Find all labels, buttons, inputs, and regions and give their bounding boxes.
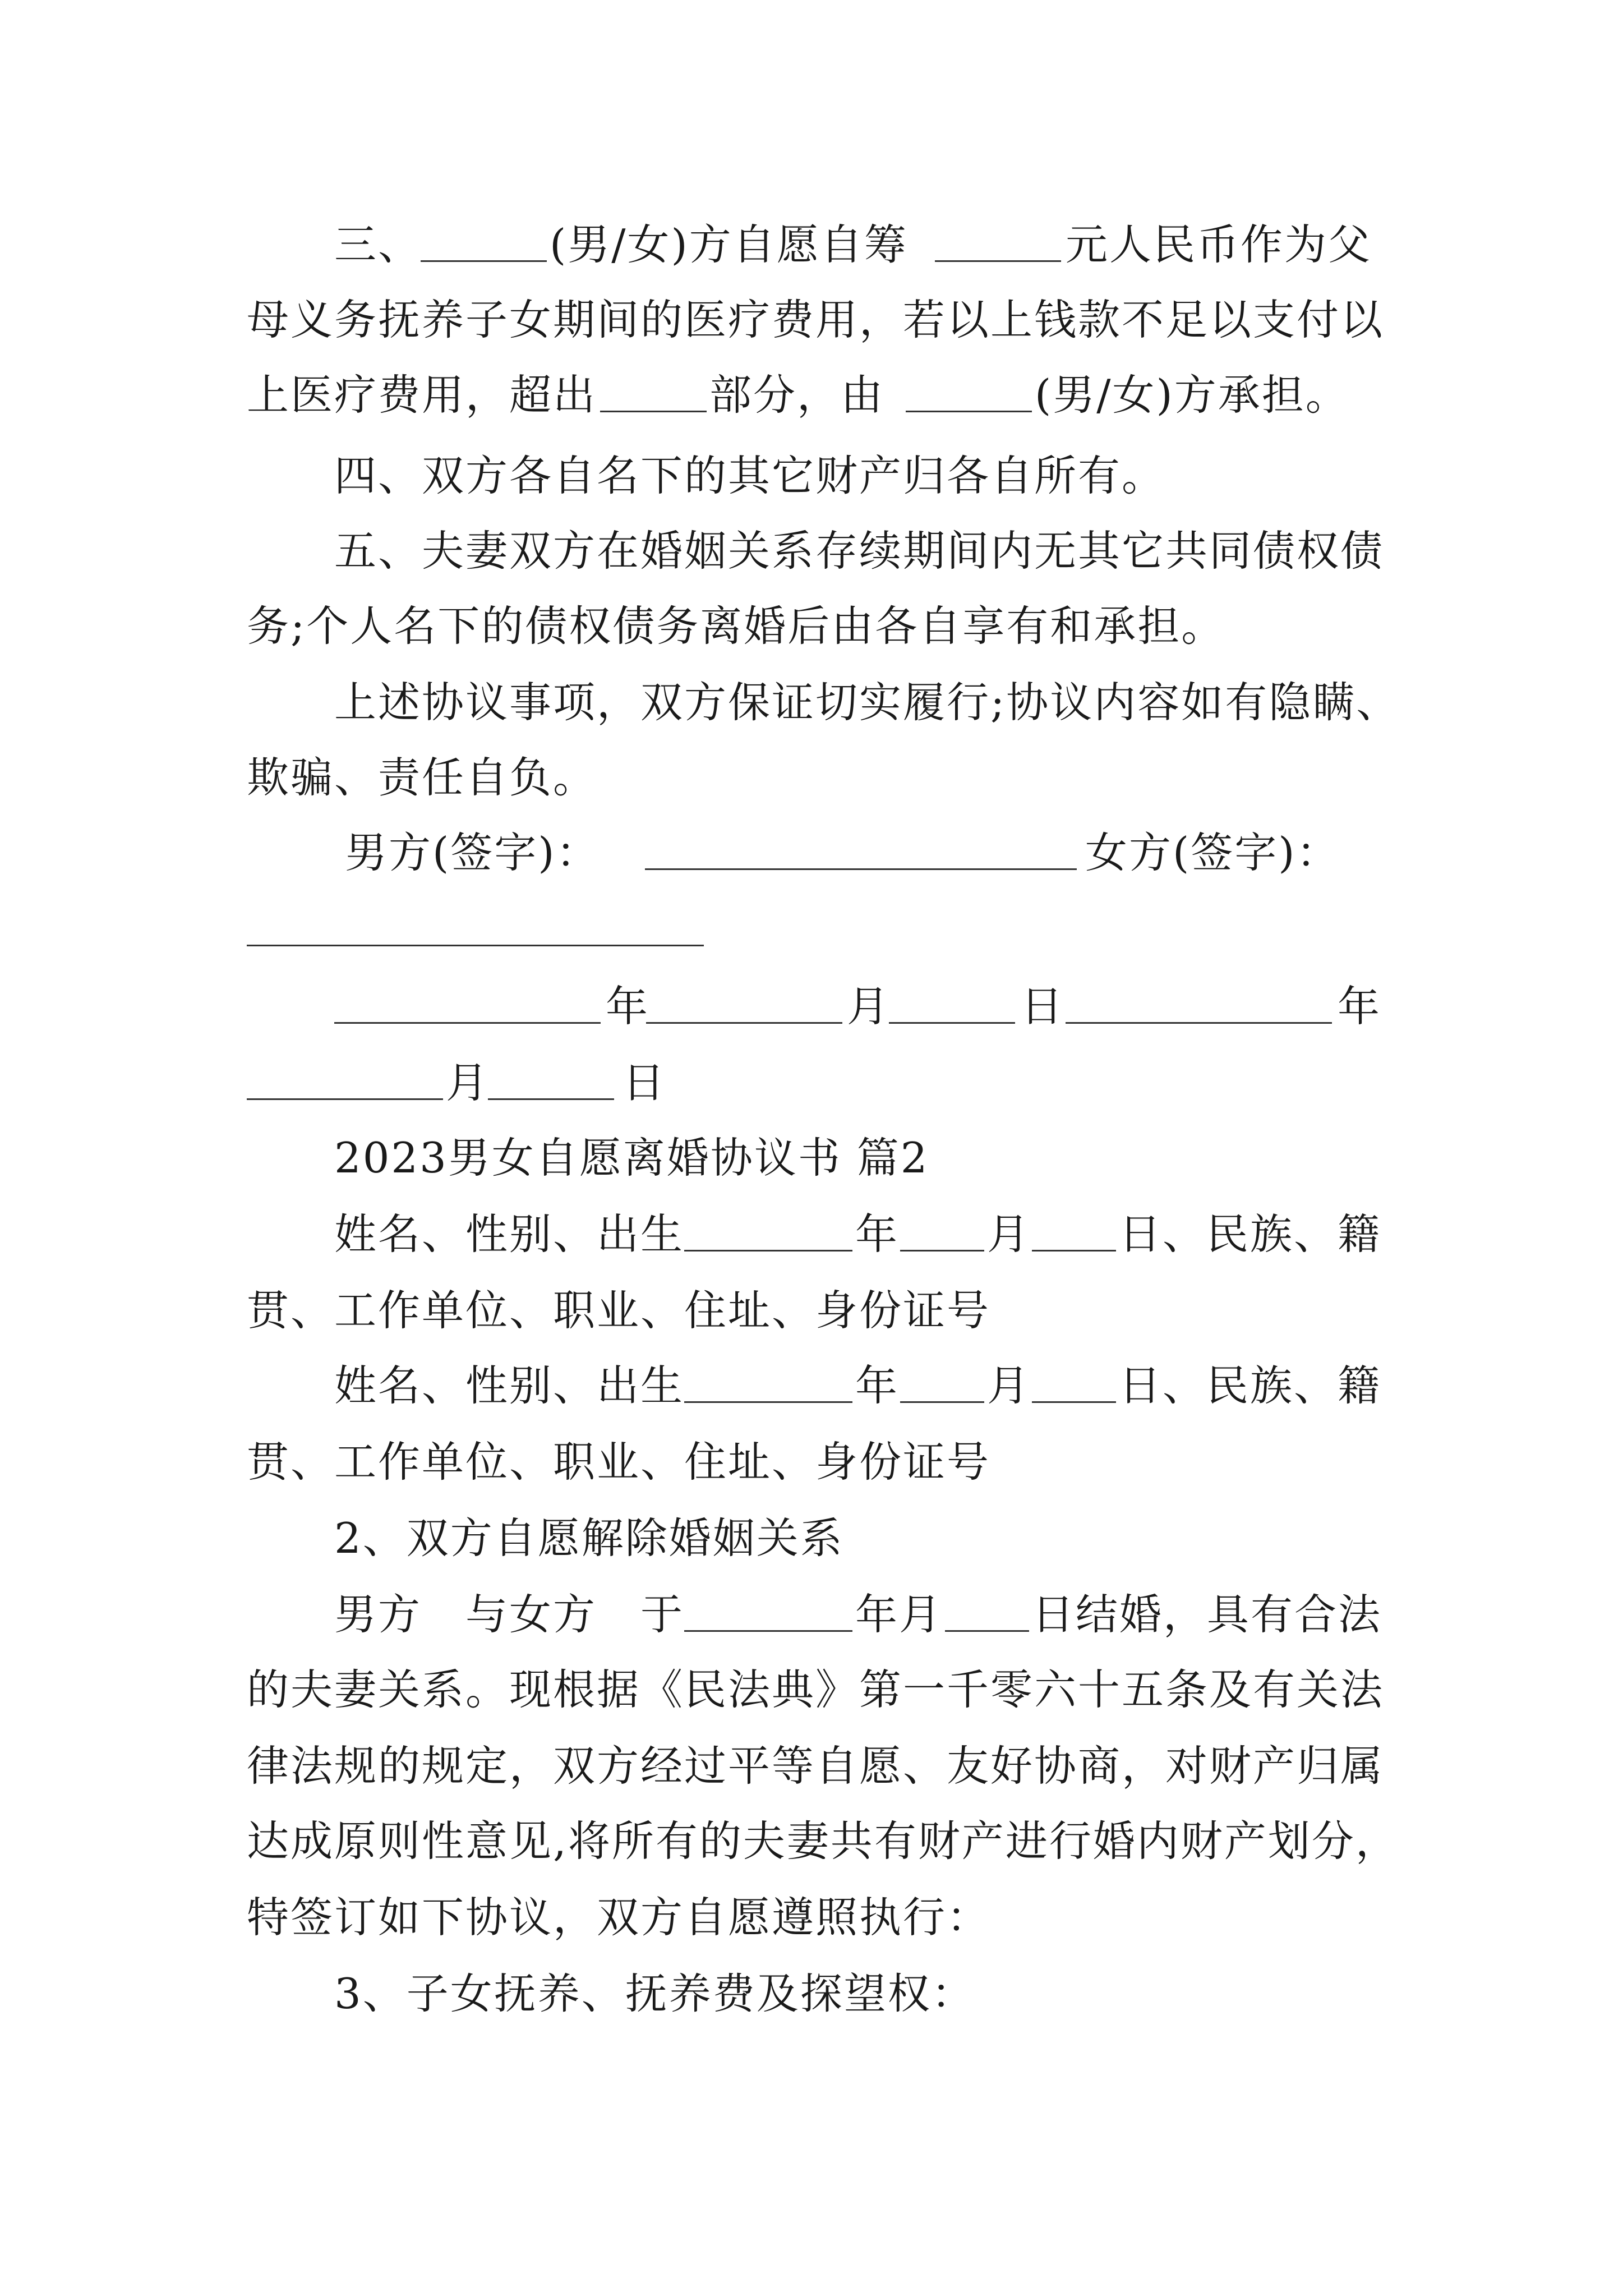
marriage-text: 日结婚，具有合法 [1032, 1590, 1382, 1639]
person-text: 月 [987, 1209, 1031, 1259]
day-blank [889, 975, 1015, 1024]
female-signature-label: 女方(签字)： [1085, 828, 1340, 877]
marriage-text: 年月 [855, 1590, 943, 1639]
paragraph-text: 部分，由 [709, 370, 885, 420]
paragraph-text: 上医疗费用，超出 [247, 370, 597, 420]
male-signature-field [645, 821, 1077, 870]
person-line [0, 1423, 1623, 1501]
blank-line [600, 364, 707, 412]
blank-line [684, 1583, 852, 1632]
female-signature-field [247, 945, 704, 946]
paragraph-text: 达成原则性意见,将所有的夫妻共有财产进行婚内财产划分， [247, 1816, 1399, 1866]
blank-line [945, 1583, 1029, 1632]
clause-text: 五、夫妻双方在婚姻关系存续期间内无其它共同债权债 [334, 526, 1385, 576]
person-text: 日、民族、籍 [1119, 1209, 1382, 1259]
paragraph-line [0, 1650, 1623, 1729]
year-label: 年 [1338, 982, 1382, 1031]
clause-title-text: 3、子女抚养、抚养费及探望权： [334, 1969, 975, 2018]
clause-3-line [0, 205, 1623, 284]
paragraph-text: 律法规的规定，双方经过平等自愿、友好协商，对财产归属 [247, 1741, 1385, 1791]
paragraph-line [0, 356, 1623, 434]
person-text: 姓名、性别、出生 [334, 1361, 685, 1410]
paragraph-text: 欺骗、责任自负。 [247, 753, 597, 802]
month-label: 月 [847, 982, 891, 1031]
month-blank [646, 975, 842, 1024]
paragraph-text: 母义务抚养子女期间的医疗费用，若以上钱款不足以支付以 [247, 295, 1385, 344]
marriage-text: 男方 与女方 于 [334, 1590, 685, 1639]
month-label: 月 [446, 1058, 490, 1107]
paragraph-line [0, 1878, 1623, 1957]
day-label: 日 [623, 1058, 667, 1107]
paragraph-text: 的夫妻关系。现根据《民法典》第一千零六十五条及有关法 [247, 1665, 1385, 1714]
paragraph-line [0, 280, 1623, 359]
person-line [0, 1346, 1623, 1425]
clause-5-line [0, 512, 1623, 590]
blank-line [900, 1354, 984, 1403]
paragraph-text: 上述协议事项，双方保证切实履行;协议内容如有隐瞒、 [334, 678, 1400, 727]
person-text: 年 [855, 1361, 900, 1410]
clause-text: (男/女)方自愿自筹 [550, 220, 908, 269]
person-text: 日、民族、籍 [1119, 1361, 1382, 1410]
year-label: 年 [606, 982, 650, 1031]
marriage-line [0, 1575, 1623, 1654]
clause-text: 三、 [334, 220, 422, 269]
blank-line [684, 1203, 852, 1251]
date-line [0, 967, 1623, 1046]
paragraph-text: (男/女)方承担。 [1035, 370, 1349, 420]
paragraph-text: 务;个人名下的债权债务离婚后由各自享有和承担。 [247, 601, 1225, 651]
clause-4-line [0, 436, 1623, 515]
paragraph-line [0, 1727, 1623, 1805]
male-signature-label: 男方(签字)： [345, 828, 600, 877]
blank-line [421, 213, 547, 262]
person-line [0, 1271, 1623, 1350]
paragraph-text: 特签订如下协议，双方自愿遵照执行： [247, 1893, 991, 1942]
clause-title [0, 1954, 1623, 2033]
day-blank [488, 1051, 614, 1100]
clause-text: 四、双方各自名下的其它财产归各自所有。 [334, 451, 1166, 500]
month-blank [247, 1051, 443, 1100]
blank-line [684, 1354, 852, 1403]
clause-title [0, 1499, 1623, 1577]
section-heading [0, 1119, 1623, 1197]
person-text: 贯、工作单位、职业、住址、身份证号 [247, 1437, 991, 1487]
date-line [0, 1043, 1623, 1122]
paragraph-line [0, 738, 1623, 817]
blank-line [906, 364, 1032, 412]
clause-title-text: 2、双方自愿解除婚姻关系 [334, 1513, 844, 1563]
person-text: 贯、工作单位、职业、住址、身份证号 [247, 1286, 991, 1335]
blank-line [1032, 1203, 1116, 1251]
blank-line [900, 1203, 984, 1251]
signature-line [0, 813, 1623, 892]
blank-line [935, 213, 1061, 262]
day-label: 日 [1021, 982, 1065, 1031]
blank-line [1032, 1354, 1116, 1403]
section-heading-text: 2023男女自愿离婚协议书 篇2 [334, 1133, 929, 1182]
paragraph-line [0, 587, 1623, 665]
person-line [0, 1195, 1623, 1273]
paragraph-line [0, 1802, 1623, 1880]
person-text: 姓名、性别、出生 [334, 1209, 685, 1259]
year-blank [334, 975, 601, 1024]
year-blank [1066, 975, 1332, 1024]
person-text: 月 [987, 1361, 1031, 1410]
paragraph-line [0, 663, 1623, 742]
person-text: 年 [855, 1209, 900, 1259]
clause-text: 元人民币作为父 [1066, 220, 1372, 269]
